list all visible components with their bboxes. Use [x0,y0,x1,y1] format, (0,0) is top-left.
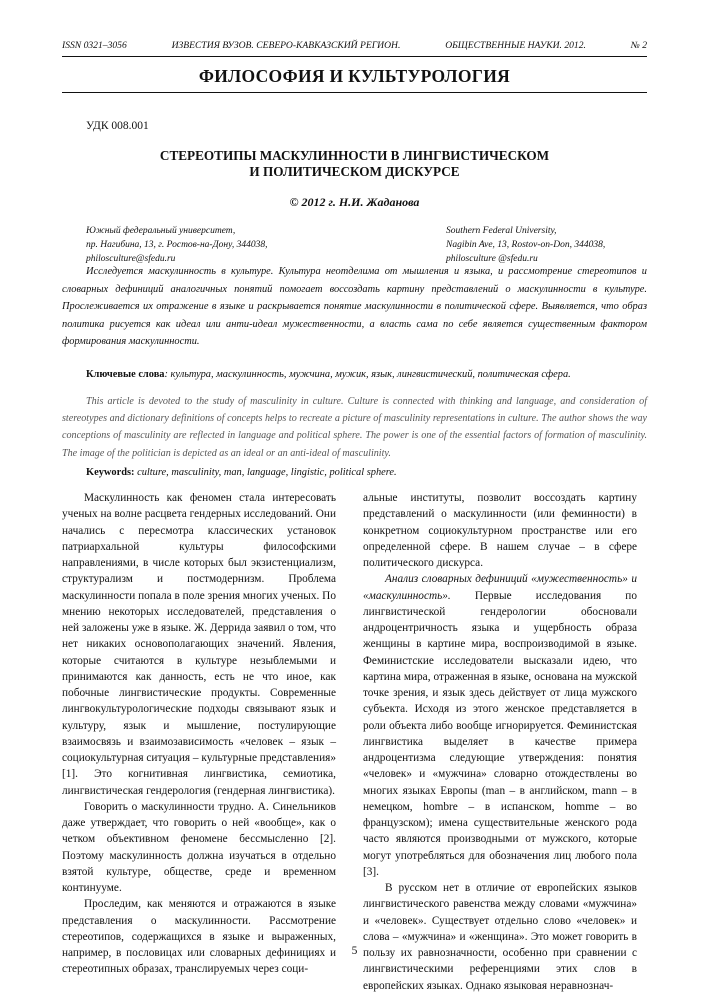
affiliation-ru-email: philosculture@sfedu.ru [86,254,176,264]
journal-name: ИЗВЕСТИЯ ВУЗОВ. СЕВЕРО-КАВКАЗСКИЙ РЕГИОН. [171,40,401,51]
body-column-left [62,490,336,978]
article-title [62,148,647,180]
affiliation-ru [86,224,267,266]
keywords-ru-label: Ключевые слова [86,369,165,380]
section-title: ФИЛОСОФИЯ И КУЛЬТУРОЛОГИЯ [198,66,511,86]
affiliation-en-line: Southern Federal University, [446,226,557,236]
body-column-right [363,490,637,994]
issn: ISSN 0321–3056 [62,40,127,51]
issue-number: № 2 [630,40,647,51]
author: © 2012 г. Н.И. Жаданова [289,195,420,209]
abstract-en: This article is devoted to the study of masculinity in culture. Culture is connected with thinking and language, and consideration of stereotypes and dictionary definitions of concepts helps to recreate a picture of masculinity representations in culture. The author shows the way conceptions of masculinity are reflected in language and political sphere. The power is one of the essential factors of formation of masculinity. The image of the politician is depicted as an ideal or an anti-ideal of masculinity. [62,396,647,459]
keywords-en [86,466,647,480]
body-paragraph: В русском нет в отличие от европейских языков лингвистического равенства между словами «мужчина» и «человек». Существует отдельно слово «человек» и слова – «мужчина» и «женщина». Это может говорить в пользу их равнозначности, особенно при сравнении с лингвистическими референциями этих слов в европейских языках. Однако языковая неравнознач- [363,882,637,992]
body-paragraph [363,571,637,880]
section-rule [62,92,647,93]
journal-series: ОБЩЕСТВЕННЫЕ НАУКИ. 2012. [445,40,586,51]
page-number: 5 [351,945,358,957]
affiliation-en-line: Nagibin Ave, 13, Rostov-on-Don, 344038, [446,240,606,250]
subsection-heading: Анализ словарных дефиниций «мужественность» и «маскулинность». [363,573,637,602]
body-paragraph-continued: альные институты, позволит воссоздать картину представлений о маскулинности (или феминности) в конкретном социокультурном пространстве или его определенной сфере. В нашем случае – в сфере политического дискурса. [363,492,637,569]
affiliation-en [446,224,605,266]
body-paragraph-text: Первые исследования по лингвистической гендерологии обосновали андроцентричность языка и ущербность образа женщины в картине мира, воспроизводимой в языке. Феминистские исследователи высказали идею, что картина мира, отраженная в языке, основана на мужской точке зрения, и язык здесь действует от лица мужского субъекта. Исходя из этого женское представляется в роли объекта либо вообще игнорируется. Феминистская лингвистика выделяет в качестве примера андроцентизма следующие утверждения: понятия «человек» и «мужчина» словарно отождествлены во многих языках Европы (man – в английском, mann – в немецком, hombre – в испанском, homme – во французском); имена существительные женского рода часто являются производными от мужского, которые могут употребляться для обозначения лиц любого пола [3]. [363,589,637,878]
abstract-ru: Исследуется маскулинность в культуре. Культура неотделима от мышления и языка, и рассмотрение стереотипов и словарных дефиниций аналогичных понятий помогает воссоздать картину представлений о маскулинности в культуре. Прослеживается их отражение в языке и раскрывается понятие маскулинности в политической сфере. Выявляется, что образ политика рисуется как идеал или анти-идеал мужественности, а власть сама по себе является существенным фактором формирования маскулинности. [62,266,647,348]
body-paragraph: Говорить о маскулинности трудно. А. Синельников даже утверждает, что говорить о ней «вообще», как о четком объективном феномене бессмысленно [2]. Поэтому маскулинность должна изучаться в отдельно взятой культуре, обществе, среде и временном континууме. [62,800,336,894]
affiliation-ru-line: пр. Нагибина, 13, г. Ростов-на-Дону, 344038, [86,240,268,250]
body-paragraph: Проследим, как меняются и отражаются в языке представления о маскулинности. Рассмотрение стереотипов, содержащихся в языке и выраженных, например, в пословицах или словарных дефинициях и стереотипных образах, транслируемых через соци- [62,898,336,976]
keywords-en-text: culture, masculinity, man, language, lingistic, political sphere. [134,467,397,478]
keywords-ru [86,368,647,382]
affiliation-en-email: philosculture @sfedu.ru [446,254,538,264]
keywords-ru-text: : культура, маскулинность, мужчина, мужик, язык, лингвистический, политическая сфера. [164,369,571,380]
running-head [62,40,647,51]
keywords-en-label: Keywords: [86,467,135,478]
title-line-1: СТЕРЕОТИПЫ МАСКУЛИННОСТИ В ЛИНГВИСТИЧЕСКОМ [159,148,550,163]
title-line-2: И ПОЛИТИЧЕСКОМ ДИСКУРСЕ [249,164,460,179]
affiliation-ru-line: Южный федеральный университет, [86,226,236,236]
header-rule [62,56,647,57]
udk-code: УДК 008.001 [86,120,149,132]
body-paragraph: Маскулинность как феномен стала интересовать ученых на волне расцвета гендерных исследований. Они начались с пересмотра классических установок патриархальной культуры философскими направлениями, в числе которых был экзистенциализм, структурализм и постмодернизм. Проблема маскулинности попала в поле зрения многих ученых. По мнению некоторых исследователей, представления о ней заложены уже в языке. Ж. Деррида заявил о том, что нет никаких основополагающих значений. Явления, которые считаются в культуре незыблемыми и принимаются как данность, есть не что иное, как побочные лингвистические продукты. Современные лингвокультурологические подходы связывают язык и культуру, язык и мышление, постулирующие взаимосвязь и взаимозависимость «человек – язык – социокультурная ситуация – культурные представления» [1]. Это когнитивная лингвистика, семиотика, лингвистическая гендерология (гендерная лингвистика). [62,492,336,797]
